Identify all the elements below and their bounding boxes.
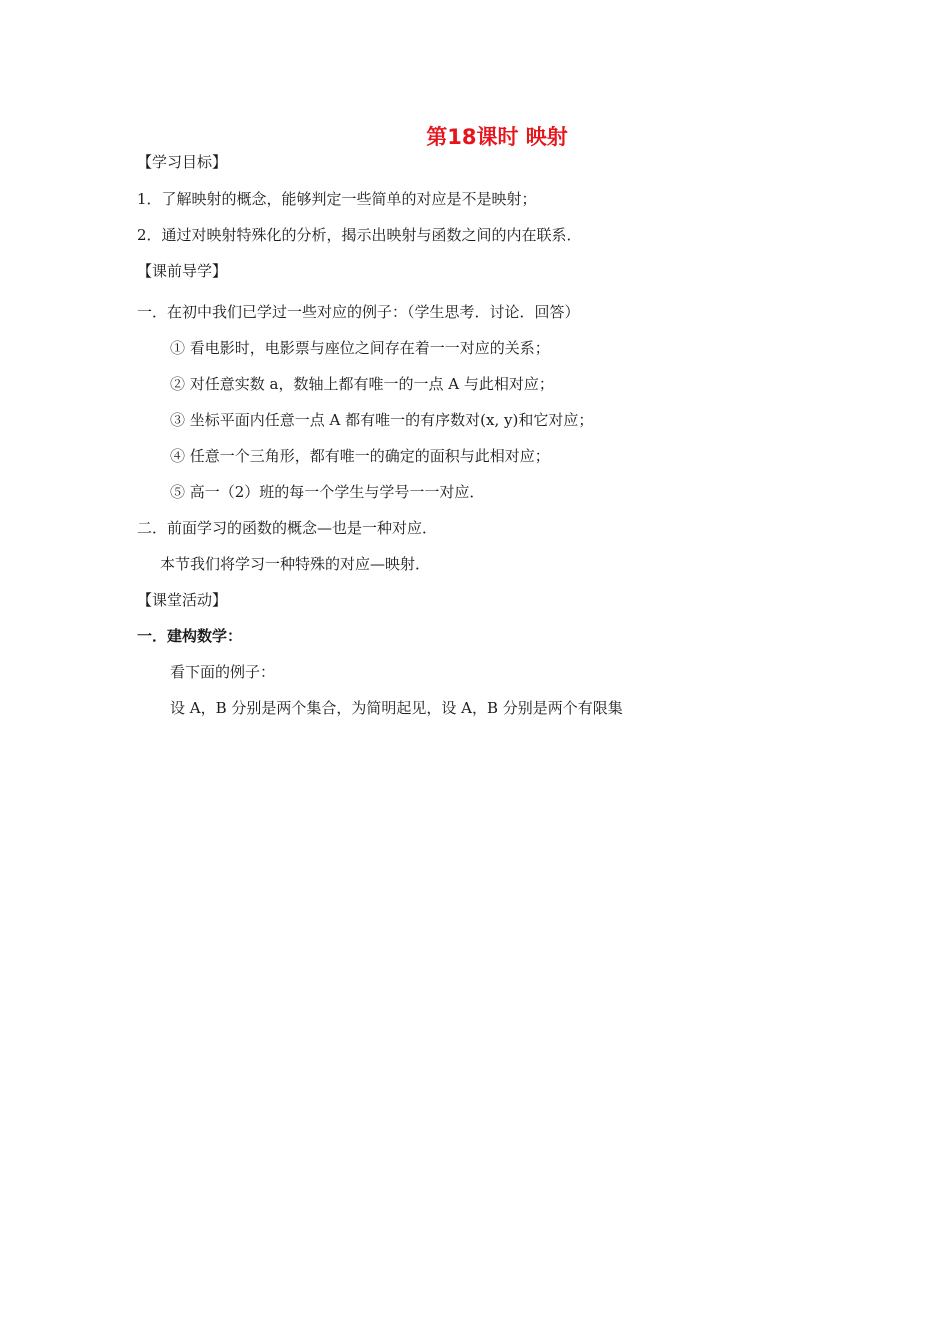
example-item-4: ④ 任意一个三角形，都有唯一的确定的面积与此相对应；: [170, 447, 550, 465]
example-item-5: ⑤ 高一（2）班的每一个学生与学号一一对应．: [170, 483, 485, 501]
preview-item-2: 二．前面学习的函数的概念—也是一种对应．: [137, 519, 438, 537]
example-item-1: ① 看电影时，电影票与座位之间存在着一一对应的关系；: [170, 339, 550, 357]
goal-item-1: 1．了解映射的概念，能够判定一些简单的对应是不是映射；: [137, 190, 537, 208]
preview-item-2-continued: 本节我们将学习一种特殊的对应—映射．: [160, 555, 431, 573]
example-item-3: ③ 坐标平面内任意一点 A 都有唯一的有序数对(x, y)和它对应；: [170, 411, 594, 429]
section-header-goals: 【学习目标】: [137, 153, 228, 171]
section-header-preview: 【课前导学】: [137, 262, 228, 280]
goal-item-2: 2．通过对映射特殊化的分析，揭示出映射与函数之间的内在联系．: [137, 226, 582, 244]
preview-item-1: 一．在初中我们已学过一些对应的例子：（学生思考．讨论．回答）: [137, 303, 580, 321]
example-item-2: ② 对任意实数 a，数轴上都有唯一的一点 A 与此相对应；: [170, 375, 554, 393]
activity-item-1: 一．建构数学：: [137, 627, 243, 645]
activity-text-2: 设 A，B 分别是两个集合，为简明起见，设 A，B 分别是两个有限集: [170, 699, 623, 717]
section-header-activity: 【课堂活动】: [137, 591, 228, 609]
activity-text-1: 看下面的例子：: [170, 663, 276, 681]
page-title: 第18课时 映射: [426, 125, 568, 149]
